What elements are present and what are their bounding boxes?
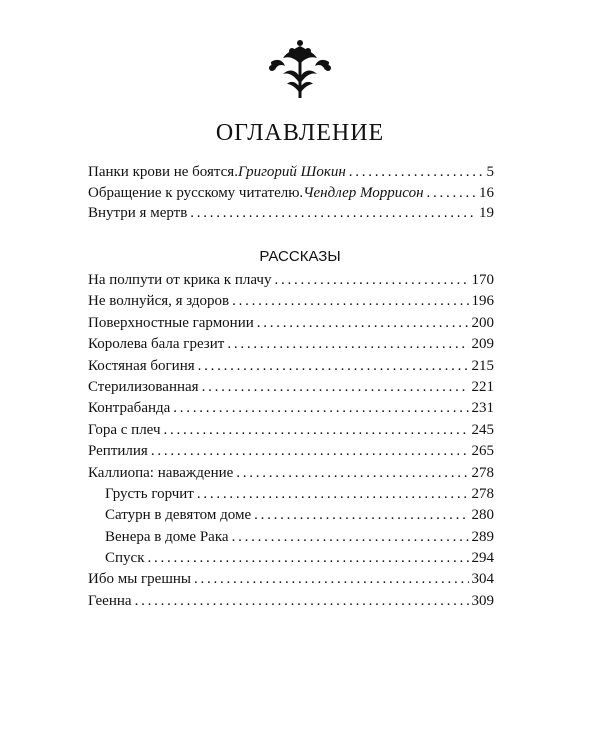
toc-entry[interactable]	[88, 203, 494, 224]
dot-leader	[254, 505, 468, 526]
entry-title: Королева бала грезит	[88, 336, 225, 353]
toc-entry[interactable]	[88, 505, 494, 526]
entry-title: На полпути от крика к плачу	[88, 272, 272, 288]
entry-title: Поверхностные гармонии	[88, 314, 254, 331]
entry-page: 209	[471, 336, 494, 353]
dot-leader	[147, 548, 468, 569]
entry-page: 278	[471, 485, 494, 502]
entry-author: Григорий Шокин	[237, 164, 346, 180]
entry-title: Геенна	[88, 592, 132, 609]
entry-page: 200	[471, 314, 494, 331]
dot-leader	[197, 484, 469, 505]
entry-page: 294	[471, 550, 494, 567]
dot-leader	[227, 334, 468, 355]
dot-leader	[173, 398, 468, 419]
toc-entry[interactable]	[88, 356, 494, 377]
entry-title: Стерилизованная	[88, 378, 199, 395]
dot-leader	[198, 356, 469, 377]
entry-page: 16	[479, 184, 494, 201]
entry-title: Рептилия	[88, 443, 148, 460]
dot-leader	[151, 441, 469, 462]
dot-leader	[135, 591, 469, 612]
dot-leader	[190, 203, 476, 224]
entry-title: Грусть горчит	[105, 485, 194, 502]
entry-title: Гора с плеч	[88, 421, 161, 438]
dot-leader	[349, 162, 484, 183]
toc-entry[interactable]	[88, 548, 494, 569]
entry-page: 289	[471, 528, 494, 545]
entry-page: 215	[471, 357, 494, 374]
entry-title: Костяная богиня	[88, 357, 195, 374]
entry-title: Внутри я мертв	[88, 205, 188, 221]
entry-page: 221	[471, 378, 494, 395]
entry-page: 245	[471, 421, 494, 438]
dot-leader	[232, 527, 469, 548]
toc-entry[interactable]	[88, 162, 494, 183]
toc-entry[interactable]	[88, 420, 494, 441]
entry-title: Каллиопа: наваждение	[88, 464, 234, 481]
entry-title: Не волнуйся, я здоров	[88, 293, 230, 310]
dot-leader	[236, 463, 468, 484]
dot-leader	[427, 183, 476, 204]
entry-page: 265	[471, 443, 494, 460]
toc-entry[interactable]	[88, 313, 494, 334]
dot-leader	[194, 569, 468, 590]
dot-leader	[232, 291, 468, 312]
entry-title: Сатурн в девятом доме	[105, 507, 252, 524]
toc-entry[interactable]	[88, 569, 494, 590]
entry-title: Венера в доме Рака	[105, 528, 229, 545]
entry-page: 278	[471, 464, 494, 481]
toc-entry[interactable]	[88, 591, 494, 612]
section-heading: РАССКАЗЫ	[259, 248, 341, 265]
entry-page: 19	[479, 205, 494, 221]
toc-entry[interactable]	[88, 463, 494, 484]
entry-title: Спуск	[105, 550, 145, 567]
entry-title: Панки крови не боятся.	[88, 164, 238, 180]
entry-page: 304	[471, 571, 494, 588]
dot-leader	[164, 420, 469, 441]
toc-entry[interactable]	[88, 484, 494, 505]
dot-leader	[202, 377, 469, 398]
toc-entry[interactable]	[88, 334, 494, 355]
entry-title: Ибо мы грешны	[88, 571, 192, 588]
entry-page: 280	[471, 507, 494, 524]
toc-entry[interactable]	[88, 377, 494, 398]
entry-page: 5	[486, 164, 494, 180]
entry-page: 309	[471, 592, 494, 609]
ornament-icon	[263, 38, 337, 100]
entry-page: 196	[471, 293, 494, 310]
toc-entry[interactable]	[88, 183, 494, 204]
intro-list	[88, 162, 494, 224]
toc-entry[interactable]	[88, 291, 494, 312]
toc-title: ОГЛАВЛЕНИЕ	[215, 120, 385, 146]
toc-entry[interactable]	[88, 527, 494, 548]
entry-page: 231	[471, 400, 494, 417]
entry-title: Обращение к русскому читателю.	[88, 184, 304, 201]
entry-title: Контрабанда	[88, 400, 171, 417]
toc-entry[interactable]	[88, 270, 494, 291]
toc-entry[interactable]	[88, 398, 494, 419]
dot-leader	[257, 313, 469, 334]
dot-leader	[274, 270, 468, 291]
entry-page: 170	[471, 272, 494, 288]
entry-author: Чендлер Моррисон	[303, 184, 424, 201]
stories-list	[88, 270, 494, 612]
toc-entry[interactable]	[88, 441, 494, 462]
